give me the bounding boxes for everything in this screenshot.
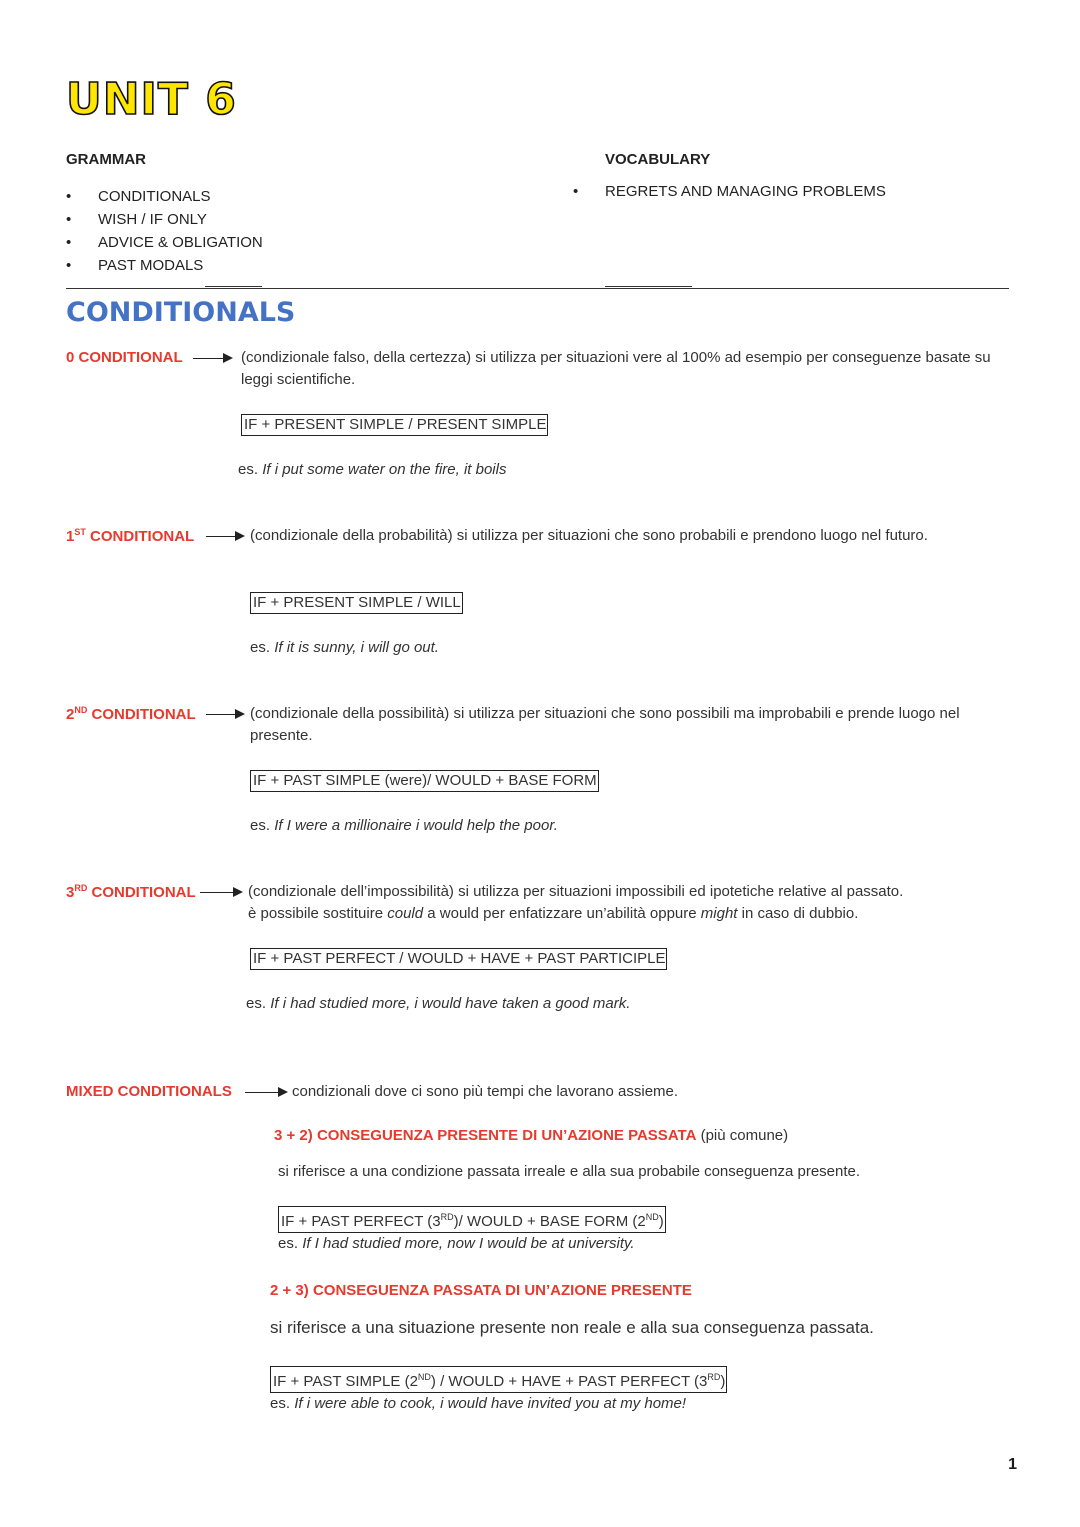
third-conditional-desc: (condizionale dell’impossibilità) si utilizza per situazioni impossibili ed ipotetiche relative al passato. è possibile sostituire could a would per enfatizzare un’abilità oppure might in caso di dubbio. (248, 883, 904, 922)
zero-conditional-example (238, 461, 506, 478)
mixed-conditionals-desc: condizionali dove ci sono più tempi che lavorano assieme. (292, 1083, 679, 1100)
second-conditional-label: 2ND CONDITIONAL (66, 705, 196, 723)
second-conditional-formula: IF + PAST SIMPLE (were)/ WOULD + BASE FORM (250, 770, 599, 792)
arrow-icon (206, 714, 243, 715)
mixed-23-formula: IF + PAST SIMPLE (2ND) / WOULD + HAVE + PAST PERFECT (3RD) (270, 1366, 727, 1393)
zero-conditional-desc: (condizionale falso, della certezza) si utilizza per situazioni vere al 100% ad esempio per conseguenze basate su leggi scientifiche. (241, 349, 991, 388)
zero-conditional-label: 0 CONDITIONAL (66, 349, 183, 366)
example-prefix: es. (238, 461, 259, 478)
divider (605, 286, 692, 287)
mixed-23-desc: si riferisce a una situazione presente non reale e alla sua conseguenza passata. (270, 1318, 874, 1337)
vocabulary-list (573, 180, 886, 203)
mixed-23-example: es. If i were able to cook, i would have invited you at my home! (270, 1395, 687, 1412)
second-conditional-desc: (condizionale della possibilità) si utilizza per situazioni che sono possibili ma improbabili e prende luogo nel presente. (250, 705, 960, 744)
mixed-32-example: es. If I had studied more, now I would be at university. (278, 1235, 635, 1252)
example-text: If i put some water on the fire, it boils (262, 461, 507, 478)
third-conditional-label: 3RD CONDITIONAL (66, 883, 196, 901)
mixed-32-formula: IF + PAST PERFECT (3RD)/ WOULD + BASE FORM (2ND) (278, 1206, 666, 1233)
arrow-icon (193, 358, 231, 359)
grammar-item: • PAST MODALS (66, 254, 263, 277)
mixed-23-heading: 2 + 3) CONSEGUENZA PASSATA DI UN’AZIONE PRESENTE (270, 1282, 692, 1299)
zero-conditional-formula: IF + PRESENT SIMPLE / PRESENT SIMPLE (241, 414, 548, 436)
section-title: CONDITIONALS (66, 297, 296, 328)
arrow-icon (245, 1092, 286, 1093)
third-conditional-example: es. If i had studied more, i would have taken a good mark. (246, 995, 631, 1012)
first-conditional-formula: IF + PRESENT SIMPLE / WILL (250, 592, 463, 614)
divider (66, 288, 1009, 289)
grammar-item: • CONDITIONALS (66, 185, 263, 208)
arrow-icon (200, 892, 241, 893)
third-conditional-formula: IF + PAST PERFECT / WOULD + HAVE + PAST PARTICIPLE (250, 948, 667, 970)
arrow-icon (206, 536, 243, 537)
unit-title: UNIT 6 (66, 74, 237, 125)
first-conditional-label: 1ST CONDITIONAL (66, 527, 195, 545)
second-conditional-example: es. If I were a millionaire i would help the poor. (250, 817, 558, 834)
mixed-32-heading: 3 + 2) CONSEGUENZA PRESENTE DI UN’AZIONE PASSATA (più comune) (274, 1127, 789, 1144)
grammar-item: • WISH / IF ONLY (66, 208, 263, 231)
mixed-32-desc: si riferisce a una condizione passata irreale e alla sua probabile conseguenza presente. (278, 1163, 861, 1180)
grammar-item: • ADVICE & OBLIGATION (66, 231, 263, 254)
divider (205, 286, 262, 287)
grammar-list (66, 185, 263, 277)
mixed-conditionals-label: MIXED CONDITIONALS (66, 1083, 232, 1100)
grammar-heading: GRAMMAR (66, 151, 146, 168)
vocabulary-heading: VOCABULARY (605, 151, 711, 168)
first-conditional-example: es. If it is sunny, i will go out. (250, 639, 439, 656)
vocabulary-item: • REGRETS AND MANAGING PROBLEMS (573, 180, 886, 203)
page-number: 1 (1008, 1456, 1017, 1473)
first-conditional-desc: (condizionale della probabilità) si utilizza per situazioni che sono probabili e prendono luogo nel futuro. (250, 527, 928, 544)
